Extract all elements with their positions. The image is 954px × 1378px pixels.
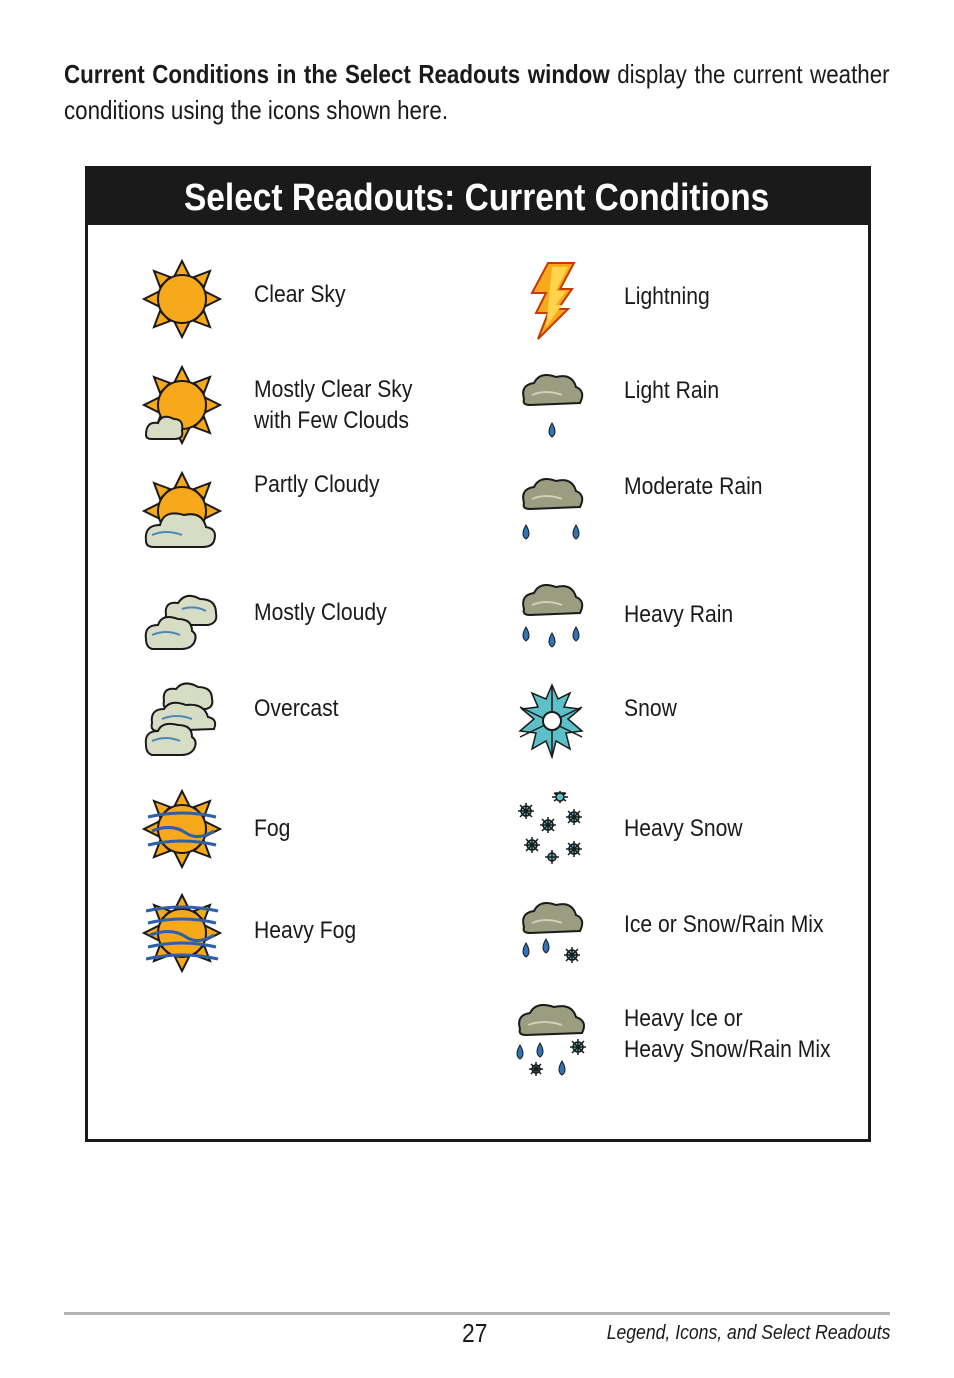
label-lightning: Lightning — [624, 283, 710, 310]
page-number: 27 — [462, 1318, 488, 1348]
label-heavy-fog: Heavy Fog — [254, 917, 357, 944]
label-moderate-rain: Moderate Rain — [624, 473, 763, 500]
moderate-rain-icon — [512, 469, 592, 549]
current-conditions-panel — [85, 166, 871, 1142]
label-mostly-clear-sky: Mostly Clear Sky with Few Clouds — [254, 376, 413, 434]
intro-paragraph — [64, 56, 890, 128]
mostly-cloudy-icon — [142, 579, 222, 659]
panel-title: Select Readouts: Current Conditions — [184, 177, 770, 219]
label-mostly-cloudy: Mostly Cloudy — [254, 599, 387, 626]
label-clear-sky: Clear Sky — [254, 281, 346, 308]
partly-cloudy-icon — [142, 471, 222, 551]
lightning-icon — [512, 261, 592, 341]
snow-icon — [512, 683, 592, 763]
label-heavy-rain: Heavy Rain — [624, 601, 734, 628]
ice-snow-rain-mix-icon — [512, 893, 592, 973]
label-heavy-ice-snow-rain-mix: Heavy Ice or Heavy Snow/Rain Mix — [624, 1005, 831, 1063]
footer-rule — [64, 1312, 890, 1315]
label-heavy-snow: Heavy Snow — [624, 815, 743, 842]
label-overcast: Overcast — [254, 695, 339, 722]
heavy-snow-icon — [512, 789, 592, 869]
heavy-fog-icon — [142, 893, 222, 973]
fog-icon — [142, 789, 222, 869]
heavy-rain-icon — [512, 575, 592, 655]
heavy-ice-snow-rain-mix-icon — [512, 999, 592, 1079]
panel-header — [88, 169, 868, 225]
label-snow: Snow — [624, 695, 677, 722]
label-fog: Fog — [254, 815, 291, 842]
light-rain-icon — [512, 365, 592, 445]
intro-bold: Current Conditions in the Select Readouts window — [64, 59, 610, 89]
overcast-icon — [142, 679, 222, 759]
label-light-rain: Light Rain — [624, 377, 720, 404]
label-ice-snow-rain-mix: Ice or Snow/Rain Mix — [624, 911, 824, 938]
label-partly-cloudy: Partly Cloudy — [254, 471, 380, 498]
mostly-clear-sky-icon — [142, 365, 222, 445]
clear-sky-icon — [142, 259, 222, 339]
intro-rest: display the current weather conditions using the icons shown here. — [64, 59, 890, 125]
footer-section-title: Legend, Icons, and Select Readouts — [606, 1322, 890, 1344]
